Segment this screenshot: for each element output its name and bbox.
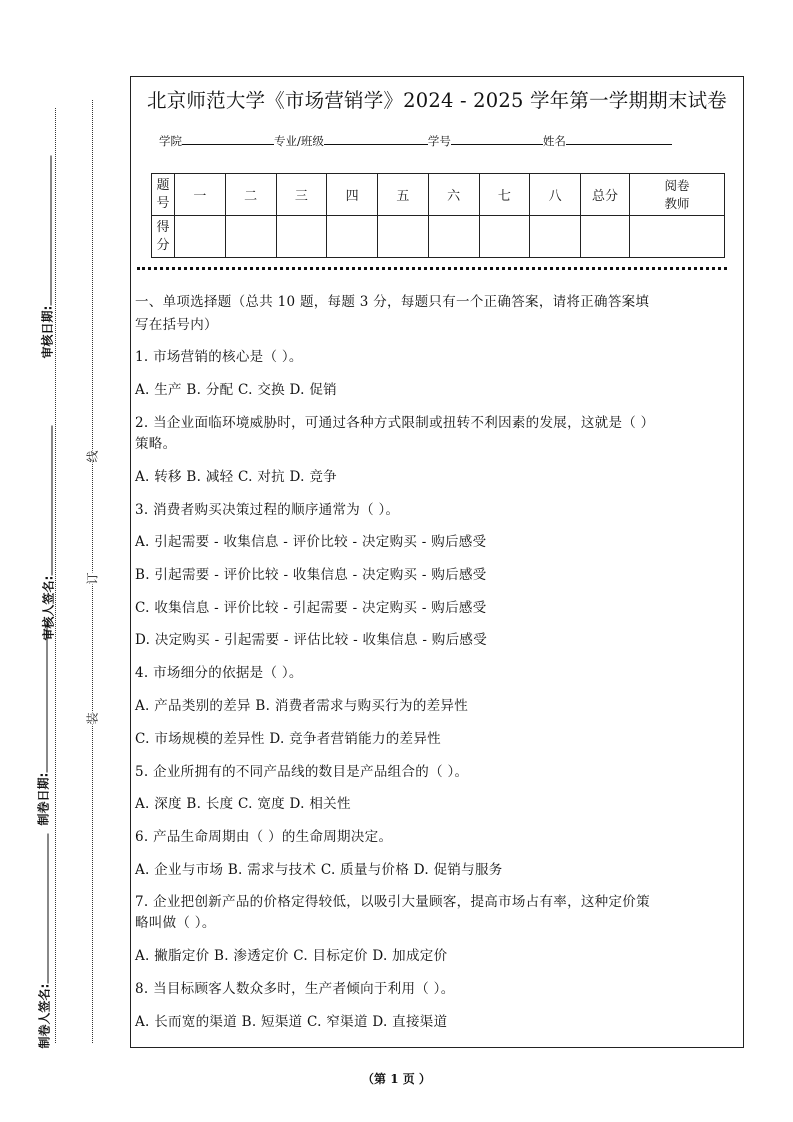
col-total: 总分 — [581, 174, 630, 216]
section1-heading: 一、单项选择题（总共 10 题，每题 3 分，每题只有一个正确答案，请将正确答案填 写在括号内） — [135, 294, 650, 333]
college-label: 学院 — [159, 134, 182, 148]
review-date-field — [39, 149, 56, 359]
q4-stem: 4. 市场细分的依据是（ ）。 — [135, 665, 303, 681]
q3-stem: 3. 消费者购买决策过程的顺序通常为（ ）。 — [135, 502, 400, 518]
binding-zhuang-char: 装 — [82, 712, 103, 724]
section-separator — [137, 267, 727, 270]
q3-option-a: A. 引起需要 - 收集信息 - 评价比较 - 决定购买 - 购后感受 — [135, 534, 487, 550]
q2-stem-line2: 策略。 — [135, 436, 177, 452]
maker-sign-blank[interactable] — [38, 834, 49, 984]
col-8: 八 — [530, 174, 581, 216]
page-number: （第 1 页 ） — [362, 1072, 431, 1086]
student-info-line — [159, 133, 672, 149]
review-date-label: 审核日期: — [40, 305, 55, 359]
col-3: 三 — [276, 174, 327, 216]
score-table — [151, 173, 725, 258]
row-head-question-no: 题 号 — [152, 174, 175, 216]
maker-sign-label: 制卷人签名: — [37, 983, 52, 1049]
q6-stem: 6. 产品生命周期由（ ）的生命周期决定。 — [135, 829, 393, 845]
q1-options: A. 生产 B. 分配 C. 交换 D. 促销 — [135, 382, 337, 398]
make-date-field — [35, 616, 52, 826]
exam-title: 北京师范大学《市场营销学》2024 - 2025 学年第一学期期末试卷 — [147, 89, 727, 112]
score-table-header-row — [152, 174, 725, 216]
q4-options-ab: A. 产品类别的差异 B. 消费者需求与购买行为的差异性 — [135, 698, 469, 714]
q3-option-c: C. 收集信息 - 评价比较 - 引起需要 - 决定购买 - 购后感受 — [135, 600, 487, 616]
col-6: 六 — [428, 174, 479, 216]
make-date-blank[interactable] — [37, 623, 48, 773]
q2-options: A. 转移 B. 减轻 C. 对抗 D. 竞争 — [135, 469, 337, 485]
q3-option-d: D. 决定购买 - 引起需要 - 评估比较 - 收集信息 - 购后感受 — [135, 632, 488, 648]
col-7: 七 — [479, 174, 530, 216]
q4-options-cd: C. 市场规模的差异性 D. 竞争者营销能力的差异性 — [135, 731, 441, 747]
exam-paper-frame — [130, 76, 744, 1048]
binding-ding-char: 订 — [82, 572, 103, 584]
score-table-score-row — [152, 216, 725, 258]
score-cell-2[interactable] — [225, 216, 276, 258]
q5-options: A. 深度 B. 长度 C. 宽度 D. 相关性 — [135, 796, 351, 812]
major-blank[interactable] — [324, 134, 428, 145]
q3-option-b: B. 引起需要 - 评价比较 - 收集信息 - 决定购买 - 购后感受 — [135, 567, 487, 583]
row-head-score: 得 分 — [152, 216, 175, 258]
q5-stem: 5. 企业所拥有的不同产品线的数目是产品组合的（ ）。 — [135, 764, 469, 780]
maker-sign-field — [36, 809, 53, 1049]
col-5: 五 — [378, 174, 429, 216]
q7-options: A. 撇脂定价 B. 渗透定价 C. 目标定价 D. 加成定价 — [135, 948, 448, 964]
col-1: 一 — [175, 174, 226, 216]
col-grader: 阅卷 教师 — [630, 174, 725, 216]
reviewer-sign-blank[interactable] — [42, 426, 53, 576]
review-date-blank[interactable] — [41, 156, 52, 306]
score-cell-total[interactable] — [581, 216, 630, 258]
col-4: 四 — [327, 174, 378, 216]
q7-stem-line2: 略叫做（ ）。 — [135, 915, 216, 931]
q8-options: A. 长而宽的渠道 B. 短渠道 C. 窄渠道 D. 直接渠道 — [135, 1014, 448, 1030]
make-date-label: 制卷日期: — [36, 772, 51, 826]
q2-stem-line1: 2. 当企业面临环境威胁时，可通过各种方式限制或扭转不利因素的发展，这就是（ ） — [135, 415, 655, 431]
name-label: 姓名 — [542, 134, 566, 148]
score-cell-8[interactable] — [530, 216, 581, 258]
id-label: 学号 — [427, 134, 451, 148]
major-label: 专业/班级 — [274, 134, 324, 148]
score-cell-5[interactable] — [378, 216, 429, 258]
binding-line-char: 线 — [82, 450, 103, 462]
reviewer-sign-label: 审核人签名: — [41, 575, 56, 641]
q1-stem: 1. 市场营销的核心是（ ）。 — [135, 349, 303, 365]
id-blank[interactable] — [451, 134, 543, 145]
score-cell-6[interactable] — [428, 216, 479, 258]
college-blank[interactable] — [182, 134, 274, 145]
col-2: 二 — [225, 174, 276, 216]
q6-options: A. 企业与市场 B. 需求与技术 C. 质量与价格 D. 促销与服务 — [135, 862, 503, 878]
q8-stem: 8. 当目标顾客人数众多时，生产者倾向于利用（ ）。 — [135, 981, 455, 997]
score-cell-1[interactable] — [175, 216, 226, 258]
q7-stem-line1: 7. 企业把创新产品的价格定得较低，以吸引大量顾客，提高市场占有率，这种定价策 — [135, 894, 650, 910]
score-cell-3[interactable] — [276, 216, 327, 258]
score-cell-grader[interactable] — [630, 216, 725, 258]
name-blank[interactable] — [566, 134, 672, 145]
reviewer-sign-field — [40, 401, 57, 641]
score-cell-4[interactable] — [327, 216, 378, 258]
score-cell-7[interactable] — [479, 216, 530, 258]
